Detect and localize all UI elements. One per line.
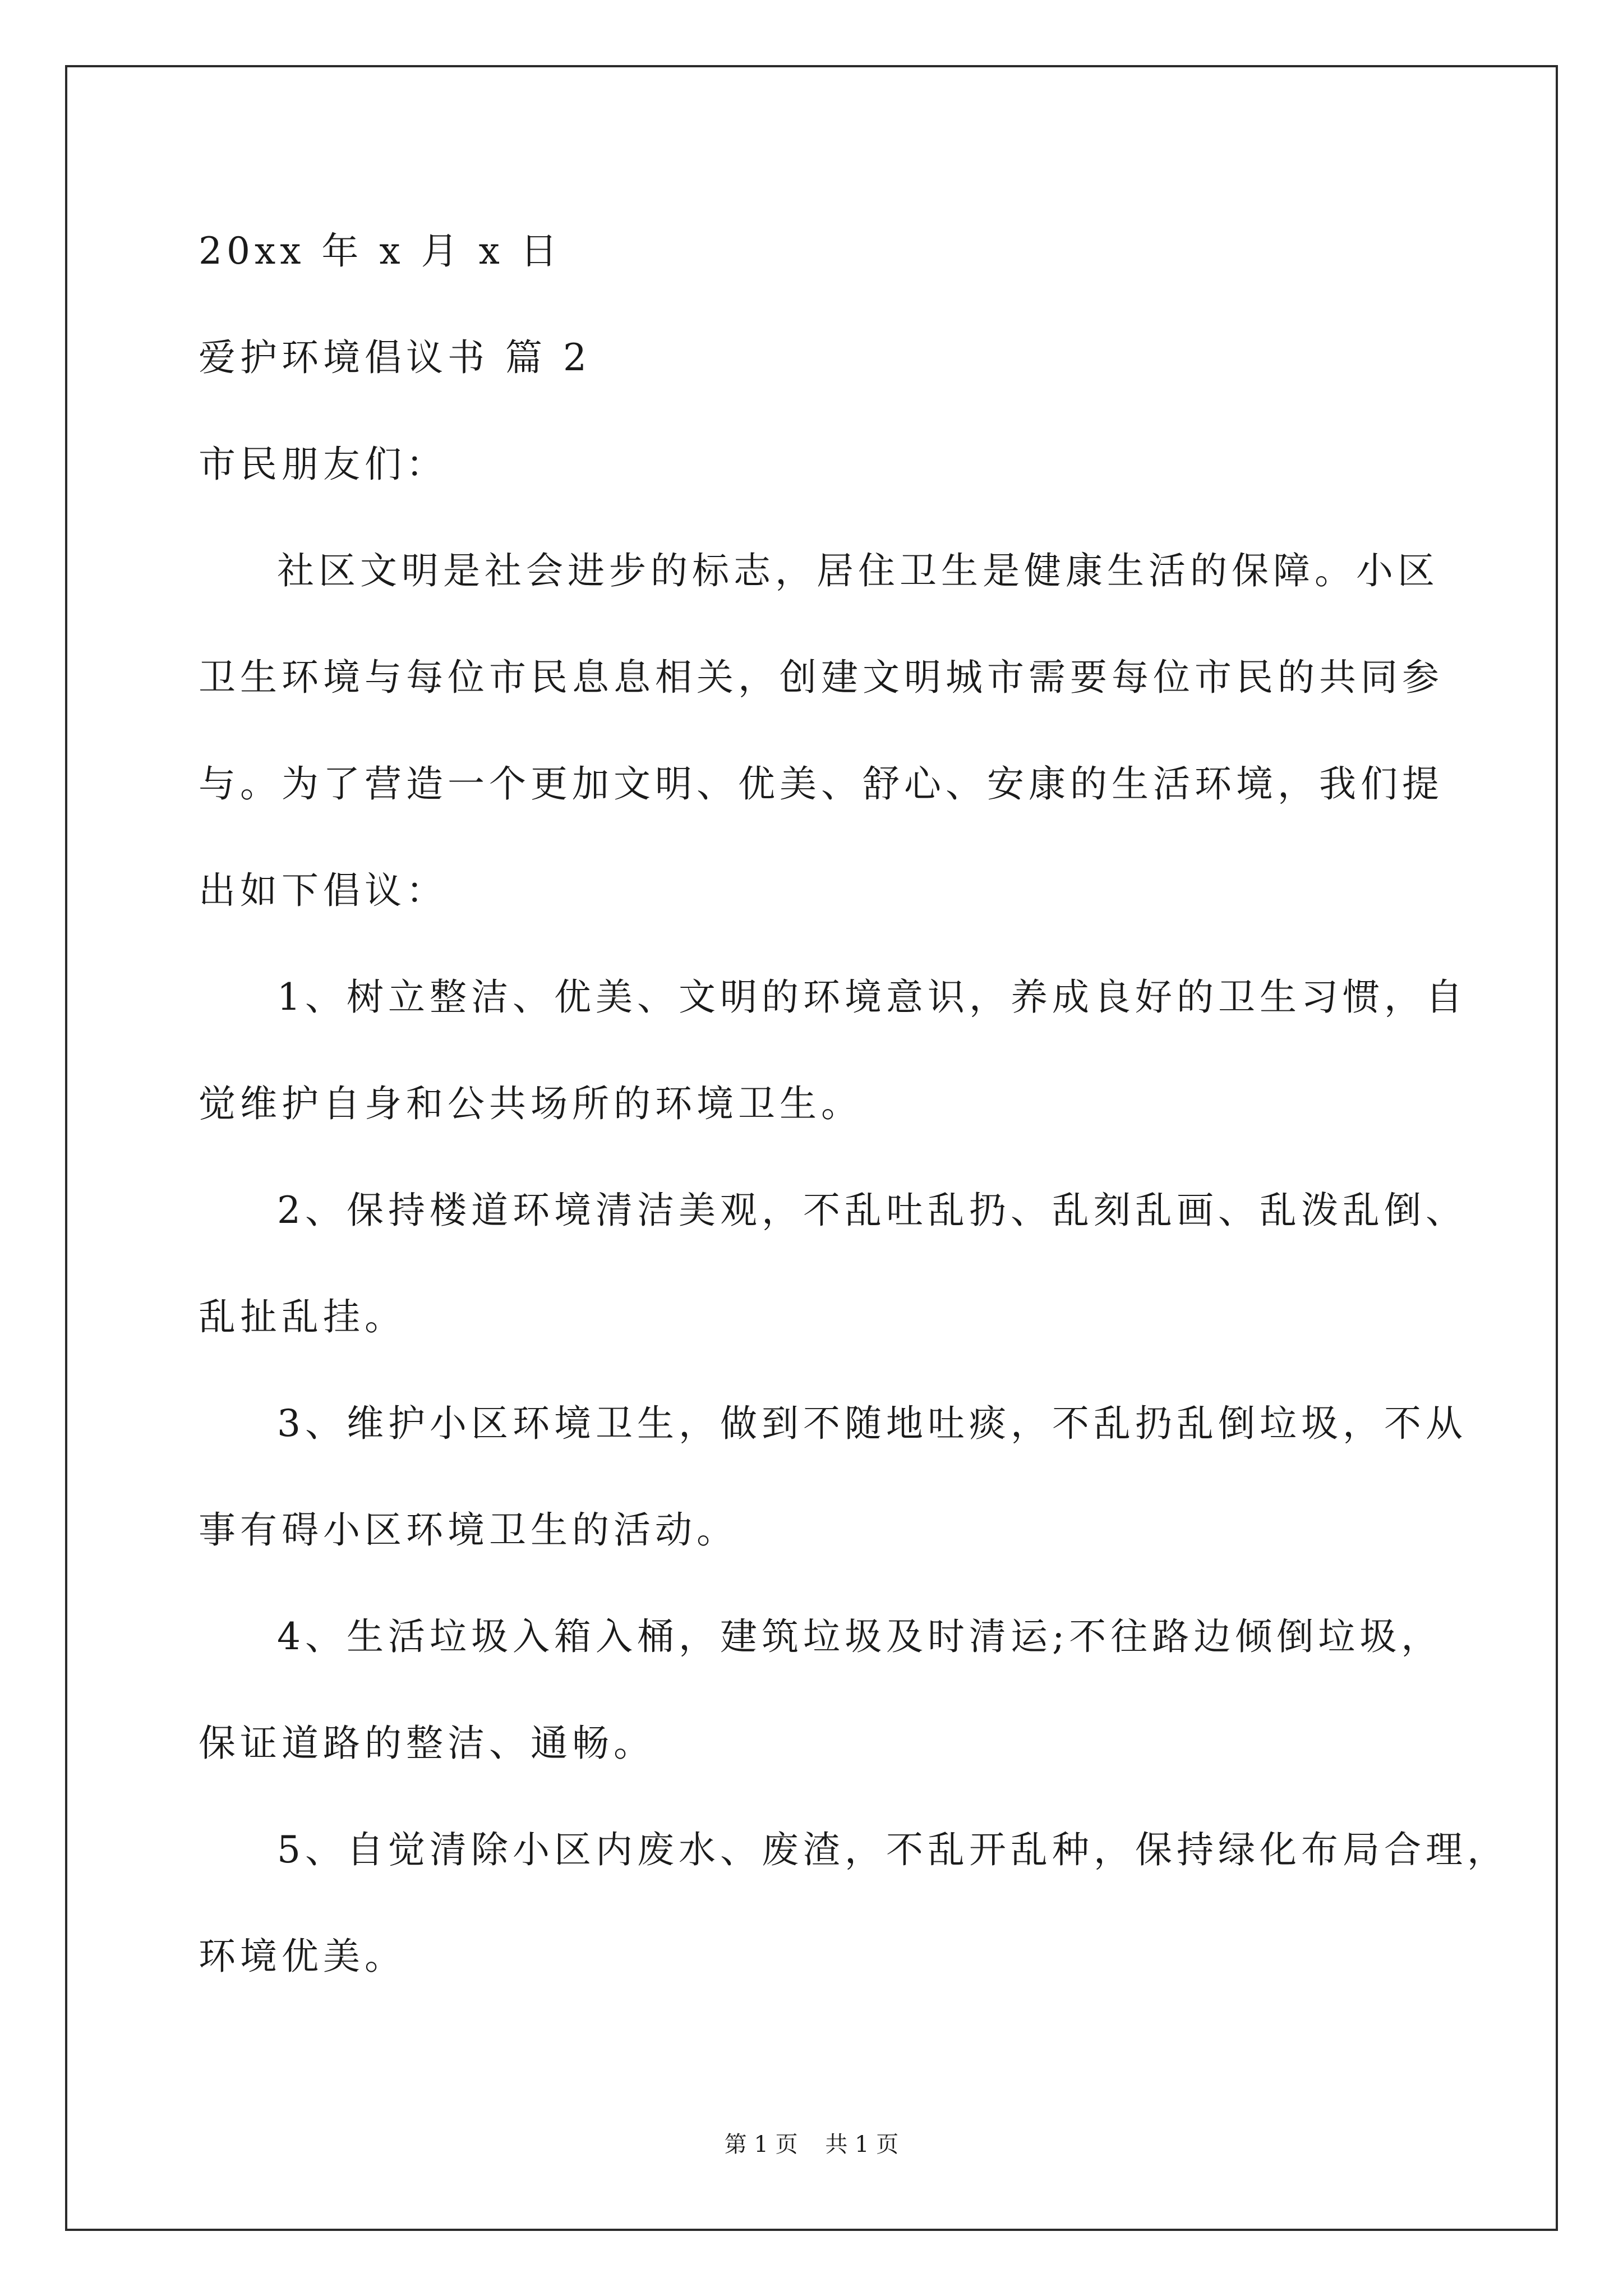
salutation: 市民朋友们： [199,443,448,486]
paragraph-4-line-1: 3、维护小区环境卫生，做到不随地吐痰，不乱扔乱倒垃圾，不从 [277,1402,1467,1445]
paragraph-2-line-2: 觉维护自身和公共场所的环境卫生。 [199,1082,863,1125]
paragraph-3-line-2: 乱扯乱挂。 [199,1295,406,1338]
paragraph-3-line-1: 2、保持楼道环境清洁美观，不乱吐乱扔、乱刻乱画、乱泼乱倒、 [277,1189,1467,1232]
paragraph-1-line-2: 卫生环境与每位市民息息相关，创建文明城市需要每位市民的共同参 [199,656,1444,699]
paragraph-6-line-1: 5、自觉清除小区内废水、废渣，不乱开乱种，保持绿化布局合理， [277,1828,1509,1871]
paragraph-4-line-2: 事有碍小区环境卫生的活动。 [199,1508,738,1552]
paragraph-1-line-1: 社区文明是社会进步的标志，居住卫生是健康生活的保障。小区 [277,549,1439,592]
page-total: 共 1 页 [825,2132,899,2157]
page-footer [0,2131,1623,2159]
paragraph-5-line-1: 4、生活垃圾入箱入桶，建筑垃圾及时清运;不往路边倾倒垃圾， [277,1615,1443,1658]
paragraph-5-line-2: 保证道路的整洁、通畅。 [199,1722,655,1765]
page-border [65,65,1558,2231]
paragraph-1-line-3: 与。为了营造一个更加文明、优美、舒心、安康的生活环境，我们提 [199,762,1444,806]
paragraph-6-line-2: 环境优美。 [199,1935,406,1978]
document-title: 爱护环境倡议书 篇 2 [199,336,591,379]
paragraph-2-line-1: 1、树立整洁、优美、文明的环境意识，养成良好的卫生习惯，自 [277,976,1467,1019]
page-number: 第 1 页 [724,2132,798,2157]
paragraph-1-line-4: 出如下倡议： [199,869,448,912]
date-line: 20xx 年 x 月 x 日 [199,229,562,273]
